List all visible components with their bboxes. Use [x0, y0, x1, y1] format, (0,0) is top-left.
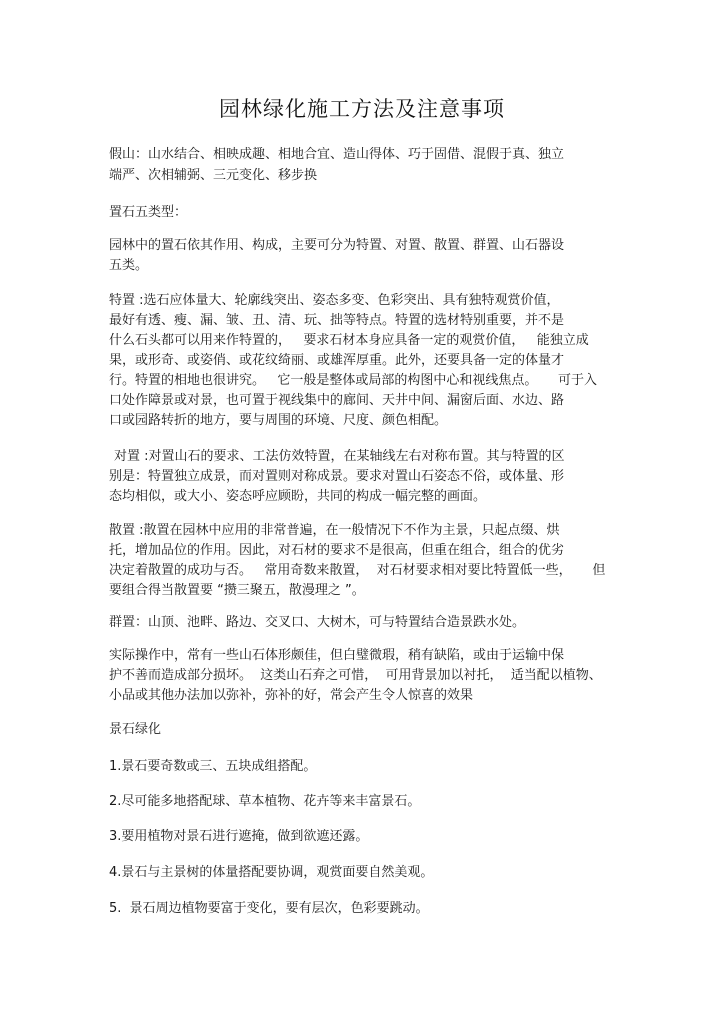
list-item: 5. 景石周边植物要富于变化，要有层次，色彩要跳动。 [109, 901, 429, 916]
list-item: 2.尽可能多地搭配球、草本植物、花卉等来丰富景石。 [109, 794, 421, 809]
paragraph-line: 护不善而造成部分损坏。 这类山石弃之可惜， 可用背景加以衬托， 适当配以植物、 [109, 668, 602, 683]
paragraph-line: 态均相似，或大小、姿态呼应顾盼，共同的构成一幅完整的画面。 [109, 489, 487, 504]
paragraph-line: 口或园路转折的地方，要与周围的环境、尺度、颜色相配。 [109, 413, 448, 428]
paragraph-line: 假山：山水结合、相映成趣、相地合宜、造山得体、巧于固借、混假于真、独立 [109, 147, 565, 162]
paragraph-line: 五类。 [109, 258, 149, 273]
section-heading: 置石五类型： [109, 205, 188, 220]
paragraph-line: 特置 :选石应体量大、轮廓线突出、姿态多变、色彩突出、具有独特观赏价值， [109, 293, 560, 308]
paragraph-line: 行。特置的相地也很讲究。 它一般是整体或局部的构图中心和视线焦点。 可于入 [109, 373, 598, 388]
paragraph-line: 小品或其他办法加以弥补，弥补的好，常会产生令人惊喜的效果 [109, 688, 474, 703]
paragraph-line: 园林中的置石依其作用、构成，主要可分为特置、对置、散置、群置、山石器设 [109, 238, 565, 253]
paragraph-line: 端严、次相辅弼、三元变化、移步换 [109, 168, 318, 183]
paragraph-line: 实际操作中，常有一些山石体形颇佳，但白璧微瑕，稍有缺陷，或由于运输中保 [109, 648, 565, 663]
list-item: 4.景石与主景树的体量搭配要协调，观赏面要自然美观。 [109, 865, 434, 880]
paragraph-line: 最好有透、瘦、漏、皱、丑、清、玩、拙等特点。特置的选材特别重要，并不是 [109, 313, 565, 328]
section-heading: 景石绿化 [109, 722, 162, 737]
paragraph-line: 对置 :对置山石的要求、工法仿效特置，在某轴线左右对称布置。其与特置的区 [114, 449, 565, 464]
document-title: 园林绿化施工方法及注意事项 [219, 97, 505, 121]
paragraph-line: 要组合得当散置要 “攒三聚五，散漫理之 ”。 [109, 583, 365, 598]
paragraph-line: 群置：山顶、池畔、路边、交叉口、大树木，可与特置结合造景跌水处。 [109, 615, 526, 630]
paragraph-line: 什么石头都可以用来作特置的， 要求石材本身应具备一定的观赏价值， 能独立成 [109, 333, 589, 348]
list-item: 3.要用植物对景石进行遮掩，做到欲遮还露。 [109, 829, 369, 844]
paragraph-line: 别是：特置独立成景，而对置则对称成景。要求对置山石姿态不俗，或体量、形 [109, 469, 565, 484]
paragraph-line: 果，或形奇、或姿俏、或花纹绮丽、或雄浑厚重。此外，还要具备一定的体量才 [109, 353, 565, 368]
paragraph-line: 托，增加品位的作用。因此，对石材的要求不是很高，但重在组合，组合的优劣 [109, 543, 565, 558]
list-item: 1.景石要奇数或三、五块成组搭配。 [109, 759, 317, 774]
paragraph-line: 散置 :散置在园林中应用的非常普遍，在一般情况下不作为主景，只起点缀、烘 [109, 523, 560, 538]
paragraph-line: 决定着散置的成功与否。 常用奇数来散置， 对石材要求相对要比特置低一些， 但 [109, 563, 606, 578]
paragraph-line: 口处作障景或对景，也可置于视线集中的廊间、天井中间、漏窗后面、水边、路 [109, 393, 565, 408]
